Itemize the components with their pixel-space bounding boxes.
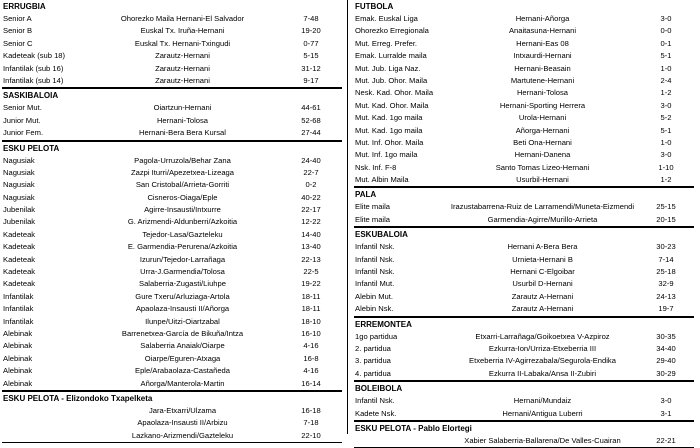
match-cell: Santo Tomas Lizeo-Hernani	[495, 162, 590, 172]
left-column	[2, 0, 342, 443]
section-title: ESKU PELOTA	[2, 141, 342, 155]
match-cell: Salaberria-Zugasti/Liuhpe	[139, 279, 226, 289]
category-cell: 3. partidua	[355, 356, 391, 366]
section-title: BOLEIBOLA	[354, 381, 694, 395]
result-row	[2, 179, 342, 191]
score-cell: 19-20	[301, 26, 321, 36]
result-row	[2, 115, 342, 127]
result-row	[354, 75, 694, 87]
category-cell: Nsk. Inf. F-8	[355, 162, 397, 172]
section-title: ESKU PELOTA - Elizondoko Txapelketa	[2, 391, 342, 405]
category-cell: Infantilak	[3, 316, 34, 326]
match-cell: Oiartzun-Hernani	[153, 103, 212, 113]
match-cell: Xabier Salaberria-Ballarena/De Valles-Cuairan	[464, 435, 621, 445]
result-row	[354, 112, 694, 124]
category-cell: Infantil Nsk.	[355, 267, 395, 277]
match-cell: Hernani-Danena	[514, 150, 571, 160]
category-cell	[2, 430, 85, 442]
category-cell: Kadeteak	[3, 267, 36, 277]
category-cell: Senior Mut.	[3, 103, 42, 113]
match-cell: Zarautz-Hernani	[155, 51, 210, 61]
score-cell: 1-2	[660, 175, 672, 185]
match-cell: Cisneros-Oiaga/Eple	[147, 192, 218, 202]
score-cell: 14-40	[301, 229, 321, 239]
result-row	[2, 63, 342, 75]
category-cell: Alebinak	[3, 341, 33, 351]
section-title: ERRUGBIA	[3, 2, 46, 11]
match-cell: Usurbil-Hernani	[516, 175, 569, 185]
category-cell: Alebinak	[3, 378, 33, 388]
result-row	[2, 75, 342, 87]
result-row	[354, 149, 694, 161]
score-cell: 31-12	[301, 63, 321, 73]
match-cell: Urra-J.Garmendia/Tolosa	[140, 267, 225, 277]
match-cell: E. Garmendia-Perurena/Azkoitia	[127, 242, 238, 252]
category-cell: Mut. Jub. Liga Naz.	[355, 63, 421, 73]
result-row	[2, 229, 342, 241]
match-cell: G. Arizmendi-Aldunberri/Azkoitia	[127, 217, 238, 227]
category-cell: Infantil Mut.	[355, 279, 395, 289]
score-cell: 3-0	[660, 396, 672, 406]
score-cell: 52-68	[301, 115, 321, 125]
score-cell: 2-4	[660, 75, 672, 85]
category-cell: Infantil Nsk.	[355, 242, 395, 252]
category-cell: Mut. Kad. Ohor. Maila	[355, 100, 429, 110]
category-cell: Elite maila	[355, 214, 391, 224]
score-cell: 7-14	[658, 254, 674, 264]
score-cell: 1-0	[660, 63, 672, 73]
result-row	[354, 137, 694, 149]
category-cell: 4. partidua	[355, 368, 391, 378]
category-cell: 1go partidua	[355, 331, 398, 341]
match-cell: Ezkurra-Ion/Urriza-Etxeberria III	[488, 343, 597, 353]
category-cell: Senior B	[3, 26, 33, 36]
match-cell: Intxaurdi-Hernani	[513, 51, 572, 61]
score-cell: 0-0	[660, 26, 672, 36]
category-cell: Kadeteak	[3, 279, 36, 289]
result-row	[354, 241, 694, 253]
section-title: PALA	[354, 187, 694, 201]
result-row	[2, 328, 342, 340]
result-row	[2, 417, 342, 429]
category-cell: 2. partidua	[355, 343, 391, 353]
category-cell	[2, 417, 85, 429]
section-title: ESKU PELOTA - Pablo Elortegi	[354, 421, 694, 435]
result-row	[354, 303, 694, 315]
category-cell: Nagusiak	[3, 155, 35, 165]
match-cell: Martutene-Hernani	[510, 75, 575, 85]
match-cell: Hernani-Eas 08	[516, 38, 569, 48]
result-row	[354, 100, 694, 112]
match-cell: Apaolaza-Insausti II/Añorga	[135, 304, 230, 314]
score-cell: 1-10	[658, 162, 674, 172]
score-cell: 24-13	[656, 291, 676, 301]
results-section	[2, 88, 342, 140]
match-cell: Zarautz A-Hernani	[511, 291, 574, 301]
match-cell: Hernani-Añorga	[515, 14, 570, 23]
result-row	[354, 162, 694, 174]
match-cell: Añorga/Manterola-Martin	[140, 378, 225, 388]
match-cell: Hernani-Tolosa	[516, 88, 569, 98]
match-cell: Garmendia-Agirre/Murillo-Arrieta	[487, 214, 598, 224]
match-cell: Urnieta-Hernani B	[512, 254, 573, 264]
result-row	[2, 254, 342, 266]
category-cell: Kadeteak	[3, 242, 36, 252]
section-title: SASKIBALOIA	[2, 88, 342, 102]
result-row	[2, 303, 342, 315]
match-cell: Euskal Tx. Hernani-Txingudi	[134, 38, 231, 48]
score-cell: 25-18	[656, 267, 676, 277]
results-section	[2, 391, 342, 443]
category-cell: Infantil Nsk.	[355, 254, 395, 264]
result-row	[2, 353, 342, 365]
result-row	[2, 365, 342, 377]
category-cell: Infantilak (sub 16)	[3, 63, 64, 73]
result-row	[354, 63, 694, 75]
results-section	[354, 421, 694, 448]
score-cell: 3-0	[660, 14, 672, 23]
category-cell: Mut. Kad. 1go maila	[355, 125, 423, 135]
category-cell: Emak. Euskal Liga	[355, 14, 418, 23]
score-cell: 32-9	[658, 279, 674, 289]
result-row	[354, 214, 694, 226]
category-cell: Kadeteak (sub 18)	[3, 51, 66, 61]
score-cell: 7-48	[303, 14, 319, 23]
category-cell	[2, 405, 85, 417]
score-cell: 18-11	[301, 304, 321, 314]
score-cell: 16-8	[303, 353, 319, 363]
category-cell: Emak. Lurralde maila	[355, 51, 427, 61]
match-cell: Urola-Hernani	[518, 113, 567, 123]
score-cell: 5-1	[660, 51, 672, 61]
score-cell: 25-15	[656, 202, 676, 212]
match-cell: Ezkurra II-Labaka/Ansa II-Zubiri	[488, 368, 597, 378]
score-cell: 3-0	[660, 100, 672, 110]
results-section	[354, 227, 694, 316]
result-row	[2, 405, 342, 417]
category-cell: Mut. Inf. Ohor. Maila	[355, 137, 424, 147]
result-row	[354, 125, 694, 137]
score-cell: 20-15	[656, 214, 676, 224]
result-row	[2, 241, 342, 253]
result-row	[354, 266, 694, 278]
match-cell: Barrenetxea-García de Bikuña/Intza	[121, 328, 244, 338]
score-cell: 34-40	[656, 343, 676, 353]
match-cell: Etxarri-Larrañaga/Goikoetxea V-Azpiroz	[475, 331, 610, 341]
category-cell: Ohorezko Erregionala	[355, 26, 429, 36]
section-title: FUTBOLA	[355, 2, 394, 11]
category-cell: Alebin Mut.	[355, 291, 393, 301]
match-cell: Eple/Arabaolaza-Castañeda	[135, 366, 230, 376]
score-cell: 24-40	[301, 155, 321, 165]
category-cell: Nagusiak	[3, 180, 35, 190]
results-section	[354, 187, 694, 227]
category-cell: Senior A	[3, 14, 32, 23]
score-cell: 19-22	[301, 279, 321, 289]
result-row	[2, 430, 342, 442]
result-row	[354, 435, 694, 447]
result-row	[354, 201, 694, 213]
match-cell: Hernani-Sporting Herrera	[499, 100, 586, 110]
result-row	[2, 291, 342, 303]
result-row	[354, 395, 694, 407]
score-cell: 16-14	[301, 378, 321, 388]
category-cell: Mut. Erreg. Prefer.	[355, 38, 418, 48]
result-row	[354, 408, 694, 420]
match-cell: Usurbil D-Hernani	[512, 279, 573, 289]
score-cell: 3-1	[660, 408, 672, 418]
result-row	[2, 278, 342, 290]
match-cell: Zazpi Iturri/Apezetxea-Lizeaga	[131, 167, 234, 177]
match-cell: San Cristobal/Arrieta-Gorriti	[135, 180, 230, 190]
category-cell: Mut. Jub. Ohor. Maila	[355, 75, 428, 85]
result-row	[2, 50, 342, 62]
category-cell: Jubenilak	[3, 217, 36, 227]
score-cell: 1-2	[660, 88, 672, 98]
category-cell	[354, 435, 447, 447]
score-cell: 16-18	[301, 405, 321, 415]
right-column	[354, 0, 694, 448]
result-row	[354, 87, 694, 99]
category-cell: Nagusiak	[3, 192, 35, 202]
score-cell: 22-21	[656, 435, 676, 445]
category-cell: Mut. Kad. 1go maila	[355, 113, 423, 123]
category-cell: Nesk. Kad. Ohor. Maila	[355, 88, 434, 98]
match-cell: Pagola-Urruzola/Behar Zana	[134, 155, 231, 165]
result-row	[354, 278, 694, 290]
score-cell: 22-17	[301, 205, 321, 215]
results-section	[354, 317, 694, 382]
category-cell: Kadeteak	[3, 229, 36, 239]
result-row	[354, 174, 694, 186]
result-row	[354, 343, 694, 355]
category-cell: Alebinak	[3, 353, 33, 363]
score-cell: 29-40	[656, 356, 676, 366]
score-cell: 4-16	[303, 341, 319, 351]
result-row	[2, 155, 342, 167]
result-row	[354, 25, 694, 37]
category-cell: Kadeteak	[3, 254, 36, 264]
category-cell: Junior Mut.	[3, 115, 41, 125]
score-cell: 16-10	[301, 328, 321, 338]
category-cell: Infantilak	[3, 291, 34, 301]
score-cell: 0-2	[305, 180, 317, 190]
section-title: ERREMONTEA	[354, 317, 694, 331]
result-row	[2, 102, 342, 114]
category-cell: Infantilak	[3, 304, 34, 314]
result-row	[2, 13, 342, 25]
result-row	[2, 204, 342, 216]
match-cell: Salaberria Anaiak/Oiarpe	[140, 341, 225, 351]
category-cell: Jubenilak	[3, 205, 36, 215]
result-row	[354, 331, 694, 343]
match-cell: Jara-Etxarri/Ulzama	[148, 405, 217, 415]
results-section	[2, 0, 342, 88]
match-cell: Hernani-Beasain	[514, 63, 571, 73]
result-row	[2, 316, 342, 328]
score-cell: 40-22	[301, 192, 321, 202]
match-cell: Izurun/Tejedor-Larrañaga	[139, 254, 226, 264]
results-section	[2, 141, 342, 391]
result-row	[2, 378, 342, 390]
column-divider	[347, 0, 348, 434]
match-cell: Hernani/Antigua Luberri	[502, 408, 583, 418]
result-row	[354, 50, 694, 62]
score-cell: 13-40	[301, 242, 321, 252]
result-row	[354, 368, 694, 380]
score-cell: 0-1	[660, 38, 672, 48]
score-cell: 18-11	[301, 291, 321, 301]
match-cell: Beti Ona-Hernani	[513, 137, 572, 147]
score-cell: 22-5	[303, 267, 319, 277]
result-row	[2, 266, 342, 278]
category-cell: Infantil Nsk.	[355, 396, 395, 406]
match-cell: Ilunpe/Uitzi-Oiartzabal	[145, 316, 220, 326]
score-cell: 5-15	[303, 51, 319, 61]
score-cell: 5-1	[660, 125, 672, 135]
category-cell: Kadete Nsk.	[355, 408, 397, 418]
category-cell: Elite maila	[355, 202, 391, 212]
score-cell: 9-17	[303, 75, 319, 85]
score-cell: 30-29	[656, 368, 676, 378]
result-row	[354, 291, 694, 303]
match-cell: Irazustabarrena-Ruiz de Larramendi/Muneta-Eizmendi	[450, 202, 635, 212]
match-cell: Lazkano-Arizmendi/Gazteleku	[131, 430, 234, 440]
category-cell: Senior C	[3, 38, 33, 48]
score-cell: 3-0	[660, 150, 672, 160]
results-section	[354, 381, 694, 421]
score-cell: 18-10	[301, 316, 321, 326]
match-cell: Zarautz-Hernani	[155, 75, 210, 85]
result-row	[2, 38, 342, 50]
category-cell: Alebinak	[3, 366, 33, 376]
match-cell: Etxeberria IV-Agirrezabala/Segurola-Endika	[469, 356, 616, 366]
score-cell: 7-18	[303, 418, 319, 428]
category-cell: Infantilak (sub 14)	[3, 75, 64, 85]
match-cell: Zarautz A-Hernani	[511, 304, 574, 314]
score-cell: 30-35	[656, 331, 676, 341]
result-row	[354, 13, 694, 25]
section-title: ESKUBALOIA	[354, 227, 694, 241]
results-section	[354, 0, 694, 187]
match-cell: Apaolaza-Insausti II/Arbizu	[137, 418, 228, 428]
match-cell: Añorga-Hernani	[515, 125, 570, 135]
match-cell: Zarautz-Hernani	[155, 63, 210, 73]
score-cell: 22-7	[303, 167, 319, 177]
match-cell: Hernani C-Elgoibar	[510, 267, 575, 277]
result-row	[354, 254, 694, 266]
score-cell: 30-23	[656, 242, 676, 252]
score-cell: 4-16	[303, 366, 319, 376]
match-cell: Gure Txeru/Arluziaga-Artola	[135, 291, 230, 301]
category-cell: Junior Fem.	[3, 128, 44, 138]
match-cell: Agirre-Insausti/Intxurre	[144, 205, 221, 215]
score-cell: 0-77	[303, 38, 319, 48]
match-cell: Hernani/Mundaiz	[513, 396, 572, 406]
category-cell: Mut. Albin Maila	[355, 175, 409, 185]
score-cell: 22-10	[301, 430, 321, 440]
result-row	[354, 355, 694, 367]
score-cell: 12-22	[301, 217, 321, 227]
match-cell: Hernani A-Bera Bera	[507, 242, 578, 252]
category-cell: Mut. Inf. 1go maila	[355, 150, 418, 160]
match-cell: Hernani-Tolosa	[156, 115, 209, 125]
score-cell: 44-61	[301, 103, 321, 113]
result-row	[2, 127, 342, 139]
result-row	[2, 167, 342, 179]
score-cell: 19-7	[658, 304, 674, 314]
category-cell: Nagusiak	[3, 167, 35, 177]
match-cell: Ohorezko Maila Hernani-El Salvador	[120, 14, 245, 23]
match-cell: Euskal Tx. Iruña-Hernani	[140, 26, 225, 36]
category-cell: Alebin Nsk.	[355, 304, 394, 314]
match-cell: Oiarpe/Eguren-Atxaga	[144, 353, 221, 363]
score-cell: 5-2	[660, 113, 672, 123]
score-cell: 22-13	[301, 254, 321, 264]
category-cell: Alebinak	[3, 328, 33, 338]
result-row	[2, 25, 342, 37]
match-cell: Tejedor-Lasa/Gazteleku	[142, 229, 223, 239]
match-cell: Anaitasuna-Hernani	[508, 26, 577, 36]
match-cell: Hernani-Bera Bera Kursal	[139, 128, 226, 138]
result-row	[2, 216, 342, 228]
result-row	[354, 38, 694, 50]
result-row	[2, 340, 342, 352]
score-cell: 27-44	[301, 128, 321, 138]
score-cell: 1-0	[660, 137, 672, 147]
result-row	[2, 192, 342, 204]
